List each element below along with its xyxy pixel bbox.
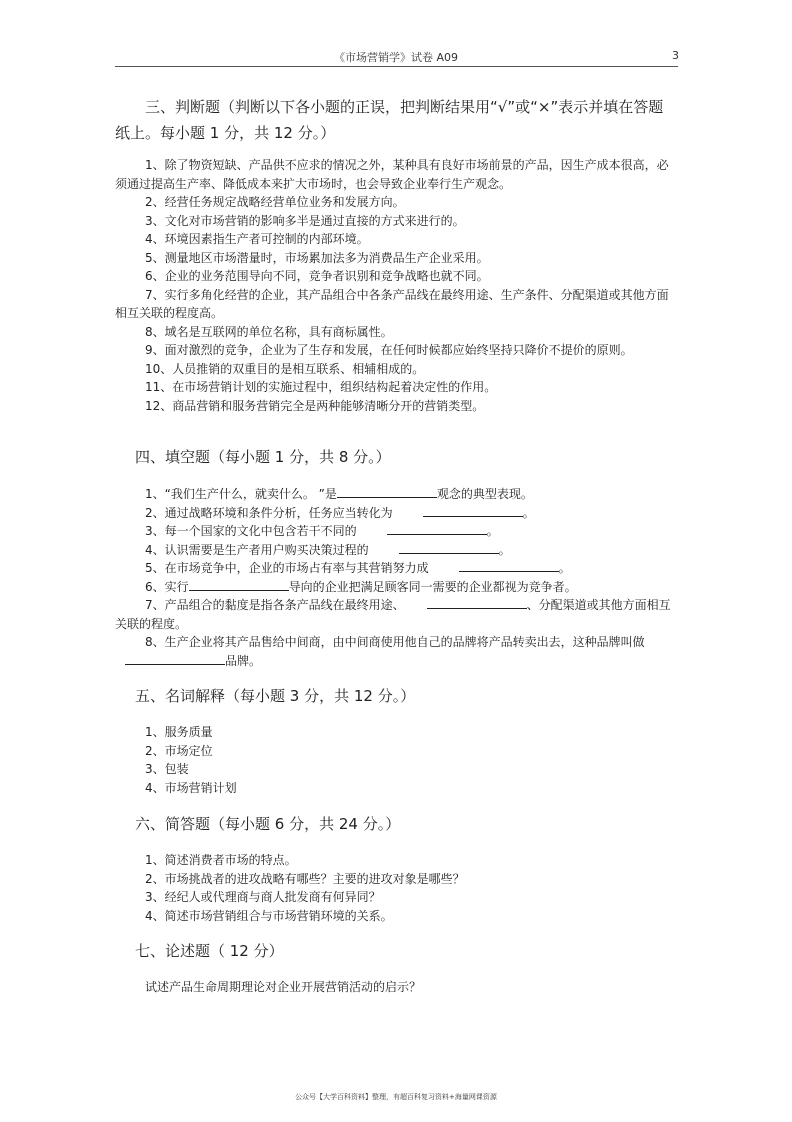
page-footer: 公众号【大学百科资料】整理，有超百科复习资料+海量网课资源 (295, 1093, 497, 1101)
answer-blank[interactable] (387, 522, 487, 535)
judgment-item: 12、商品营销和服务营销完全是两种能够清晰分开的营销类型。 (145, 398, 485, 413)
section-5-items (145, 723, 705, 797)
judgment-item: 3、文化对市场营销的影响多半是通过直接的方式来进行的。 (145, 213, 465, 228)
term-item: 2、市场定位 (145, 743, 213, 758)
section-6-items (145, 851, 705, 925)
judgment-item: 1、除了物资短缺、产品供不应求的情况之外，某种具有良好市场前景的产品，因生产成本很高，必须通过提高生产率、降低成本来扩大市场时，也会导致企业奉行生产观念。 (115, 158, 669, 191)
judgment-item: 6、企业的业务范围导向不同，竞争者识别和竞争战略也就不同。 (145, 269, 489, 283)
short-answer-item: 1、简述消费者市场的特点。 (145, 853, 297, 867)
section-4-items (115, 485, 675, 670)
judgment-item: 11、在市场营销计划的实施过程中，组织结构起着决定性的作用。 (145, 380, 497, 394)
fill-item: 6、实行 导向的企业把满足顾客同一需要的企业都视为竞争者。 (145, 579, 577, 594)
fill-item: 1、“我们生产什么，就卖什么。 ”是 观念的典型表现。 (145, 487, 533, 501)
term-item: 3、包装 (145, 762, 189, 776)
answer-blank[interactable] (423, 504, 523, 517)
exam-title: 《市场营销学》试卷 A09 (333, 51, 459, 64)
judgment-item: 8、域名是互联网的单位名称，具有商标属性。 (145, 324, 393, 339)
fill-item: 3、每一个国家的文化中包含若干不同的 。 (145, 524, 499, 538)
short-answer-item: 4、简述市场营销组合与市场营销环境的关系。 (145, 908, 393, 923)
term-item: 4、市场营销计划 (145, 780, 237, 795)
section-4-heading: 四、填空题（每小题 1 分，共 8 分。） (135, 448, 391, 466)
judgment-item: 5、测量地区市场潜量时，市场累加法多为消费品生产企业采用。 (145, 250, 489, 265)
judgment-item: 4、环境因素指生产者可控制的内部环境。 (145, 232, 369, 246)
answer-blank[interactable] (125, 652, 225, 665)
answer-blank[interactable] (337, 485, 437, 498)
essay-question: 试述产品生命周期理论对企业开展营销活动的启示？ (145, 980, 422, 994)
fill-item: 8、生产企业将其产品售给中间商，由中间商使用他自己的品牌将产品转卖出去，这种品牌叫做品牌。 (115, 633, 675, 670)
page-number: 3 (672, 49, 679, 62)
answer-blank[interactable] (427, 596, 527, 609)
fill-item: 2、通过战略环境和条件分析，任务应当转化为 。 (145, 505, 535, 520)
header-divider (115, 66, 678, 67)
judgment-item: 10、人员推销的双重目的是相互联系、相辅相成的。 (145, 361, 425, 376)
section-3-items (115, 156, 675, 415)
section-3-heading: 三、判断题（判断以下各小题的正误，把判断结果用“√”或“×”表示并填在答题纸上。每小题 1 分，共 12 分。） (115, 98, 664, 142)
judgment-item: 2、经营任务规定战略经营单位业务和发展方向。 (145, 195, 405, 209)
answer-blank[interactable] (399, 541, 499, 554)
answer-blank[interactable] (459, 559, 559, 572)
fill-item: 7、产品组合的黏度是指各条产品线在最终用途、 、分配渠道或其他方面相互关联的程度。 (115, 598, 671, 631)
section-5-heading: 五、名词解释（每小题 3 分，共 12 分。） (135, 687, 416, 705)
section-6-heading: 六、简答题（每小题 6 分，共 24 分。） (135, 815, 401, 833)
judgment-item: 7、实行多角化经营的企业，其产品组合中各条产品线在最终用途、生产条件、分配渠道或其他方面相互关联的程度高。 (115, 287, 669, 320)
fill-item: 5、在市场竞争中，企业的市场占有率与其营销努力成 。 (145, 561, 571, 575)
fill-item: 4、认识需要是生产者用户购买决策过程的 。 (145, 542, 511, 557)
judgment-item: 9、面对激烈的竞争，企业为了生存和发展，在任何时候都应始终坚持只降价不提价的原则。 (145, 343, 633, 357)
short-answer-item: 2、市场挑战者的进攻战略有哪些？主要的进攻对象是哪些？ (145, 871, 465, 886)
term-item: 1、服务质量 (145, 725, 213, 739)
section-7-heading: 七、论述题（ 12 分） (135, 942, 284, 960)
short-answer-item: 3、经纪人或代理商与商人批发商有何异同？ (145, 890, 381, 904)
answer-blank[interactable] (189, 578, 289, 591)
